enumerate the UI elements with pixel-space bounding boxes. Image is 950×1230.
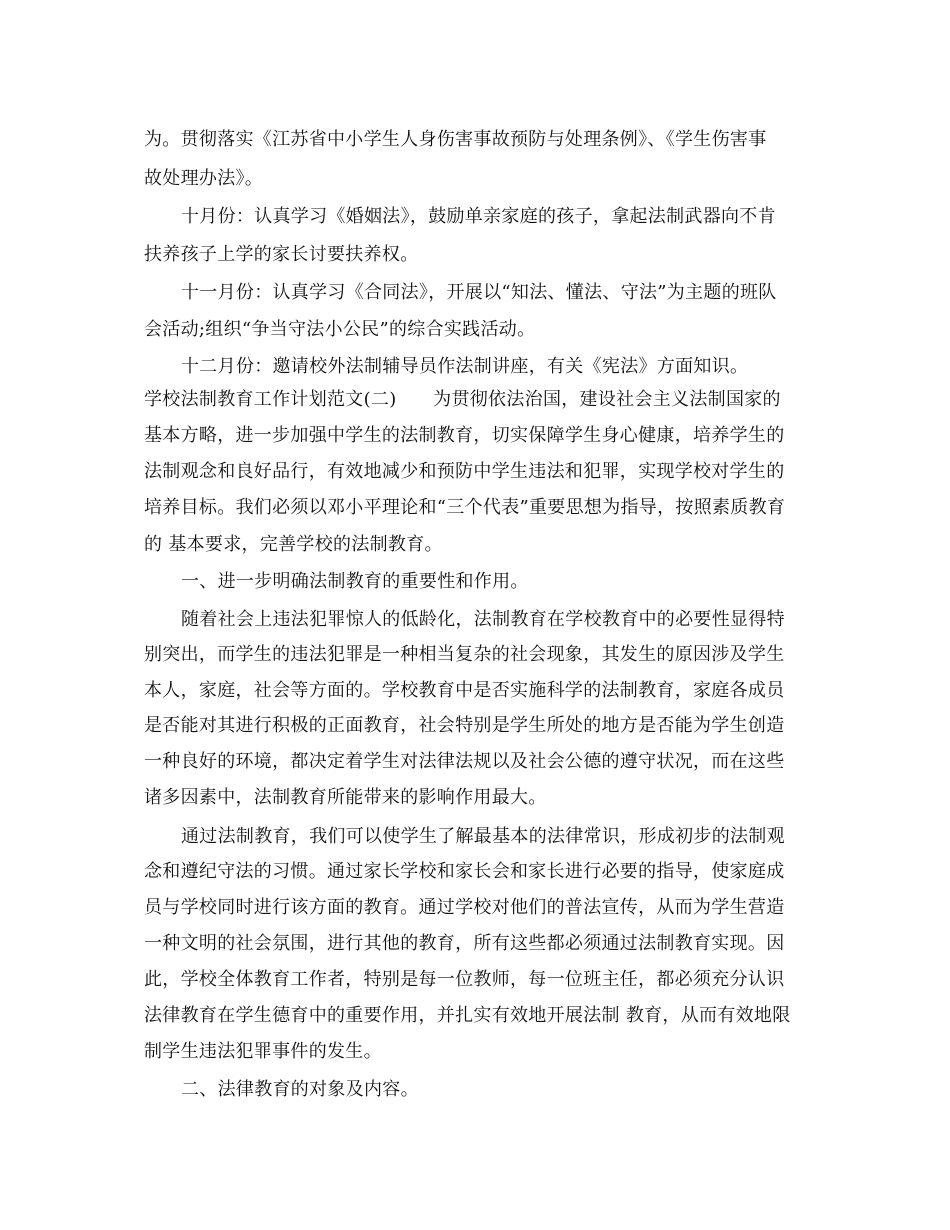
text-line: 此，学校全体教育工作者，特别是每一位教师，每一位班主任，都必须充分认识	[144, 969, 785, 990]
text-line: 十一月份：认真学习《合同法》，开展以“知法、懂法、守法”为主题的班队	[181, 282, 777, 303]
text-line: 诸多因素中，法制教育所能带来的影响作用最大。	[144, 787, 547, 808]
text-line: 故处理办法》。	[144, 168, 264, 189]
text-line: 制学生违法犯罪事件的发生。	[144, 1041, 382, 1062]
text-line: 随着社会上违法犯罪惊人的低龄化，法制教育在学校教育中的必要性显得特	[181, 609, 785, 630]
text-line: 会活动;组织“争当守法小公民”的综合实践活动。	[144, 319, 536, 340]
text-line: 员与学校同时进行该方面的教育。通过学校对他们的普法宣传，从而为学生营造	[144, 897, 785, 918]
text-line: 十二月份：邀请校外法制辅导员作法制讲座，有关《宪法》方面知识。	[181, 356, 749, 377]
text-line: 一、进一步明确法制教育的重要性和作用。	[181, 571, 529, 592]
section-heading: 学校法制教育工作计划范文(二) 为贯彻依法治国，建设社会主义法制国家的	[144, 389, 781, 410]
text-line: 一种文明的社会氛围，进行其他的教育，所有这些都必须通过法制教育实现。因	[144, 933, 785, 954]
text-line: 通过法制教育，我们可以使学生了解最基本的法律常识，形成初步的法制观	[181, 826, 785, 847]
text-line: 是否能对其进行积极的正面教育，社会特别是学生所处的地方是否能为学生创造	[144, 715, 785, 736]
text-line: 扶养孩子上学的家长讨要扶养权。	[144, 244, 419, 265]
text-line: 念和遵纪守法的习惯。通过家长学校和家长会和家长进行必要的指导，使家庭成	[144, 861, 785, 882]
text-line: 本人，家庭，社会等方面的。学校教育中是否实施科学的法制教育，家庭各成员	[144, 680, 785, 701]
text-line: 为。贯彻落实《江苏省中小学生人身伤害事故预防与处理条例》、《学生伤害事	[144, 129, 767, 150]
text-line: 法制观念和良好品行，有效地减少和预防中学生违法和犯罪，实现学校对学生的	[144, 461, 785, 482]
text-line: 培养目标。我们必须以邓小平理论和“三个代表”重要思想为指导，按照素质教育	[144, 497, 786, 518]
text-line: 十月份：认真学习《婚姻法》，鼓励单亲家庭的孩子，拿起法制武器向不肯	[181, 206, 776, 227]
text-line: 二、法律教育的对象及内容。	[181, 1079, 419, 1100]
text-line: 的 基本要求，完善学校的法制教育。	[144, 534, 443, 555]
text-line: 一种良好的环境，都决定着学生对法律法规以及社会公德的遵守状况，而在这些	[144, 751, 785, 772]
text-line: 别突出，而学生的违法犯罪是一种相当复杂的社会现象，其发生的原因涉及学生	[144, 644, 785, 665]
text-line: 基本方略，进一步加强中学生的法制教育，切实保障学生身心健康，培养学生的	[144, 425, 785, 446]
text-line: 法律教育在学生德育中的重要作用，并扎实有效地开展法制 教育，从而有效地限	[144, 1005, 791, 1026]
